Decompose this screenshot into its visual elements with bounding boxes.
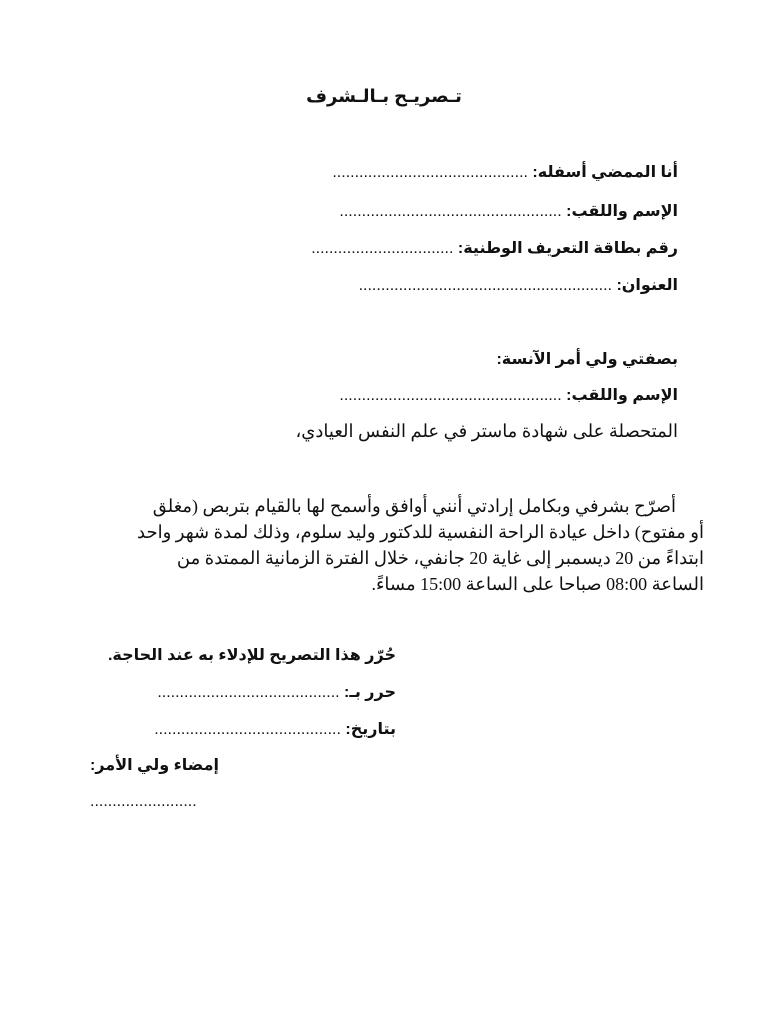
issued-at-blank: ......................................... bbox=[157, 684, 340, 701]
address-label: العنوان: bbox=[616, 277, 678, 294]
signatory-name-blank: .................................................. bbox=[339, 203, 562, 220]
degree-line: المتحصلة على شهادة ماستر في علم النفس العيادي، bbox=[295, 421, 678, 441]
signatory-name-field bbox=[339, 201, 678, 221]
signature-blank: ........................ bbox=[90, 793, 197, 810]
issued-statement: حُرّر هذا التصريح للإدلاء به عند الحاجة. bbox=[107, 647, 396, 664]
address-field bbox=[359, 275, 678, 295]
date-label: بتاريخ: bbox=[345, 721, 396, 738]
national-id-blank: ................................ bbox=[311, 240, 454, 257]
declaration-line: ابتداءً من 20 ديسمبر إلى غاية 20 جانفي، خلال الفترة الزمانية الممتدة من bbox=[176, 548, 704, 568]
guardian-heading: بصفتي ولي أمر الآنسة: bbox=[496, 351, 678, 368]
date-field bbox=[90, 719, 396, 739]
national-id-label: رقم بطاقة التعريف الوطنية: bbox=[457, 240, 678, 257]
signatory-name-label: الإسم واللقب: bbox=[566, 203, 678, 220]
undersigned-label: أنا الممضي أسفله: bbox=[532, 164, 678, 181]
page-title: تـصريـح بـالـشرف bbox=[306, 86, 462, 106]
undersigned-field bbox=[332, 162, 678, 182]
national-id-field bbox=[311, 238, 678, 258]
declaration-paragraph bbox=[92, 493, 704, 597]
ward-name-blank: .................................................. bbox=[339, 387, 562, 404]
undersigned-blank: ............................................ bbox=[332, 164, 528, 181]
date-blank: .......................................... bbox=[154, 721, 341, 738]
issued-at-label: حرر بـ: bbox=[344, 684, 396, 701]
declaration-line: أصرّح بشرفي وبكامل إرادتي أنني أوافق وأسمح لها بالقيام بتربص (مغلق bbox=[152, 496, 676, 516]
issued-at-field bbox=[90, 682, 396, 702]
ward-name-field bbox=[339, 385, 678, 405]
ward-name-label: الإسم واللقب: bbox=[566, 387, 678, 404]
signature-label: إمضاء ولي الأمر: bbox=[90, 757, 219, 774]
declaration-line: الساعة 08:00 صباحا على الساعة 15:00 مساءً. bbox=[371, 574, 704, 594]
declaration-line: أو مفتوح) داخل عيادة الراحة النفسية للدكتور وليد سلوم، وذلك لمدة شهر واحد bbox=[137, 522, 704, 542]
address-blank: ......................................................... bbox=[358, 277, 612, 294]
